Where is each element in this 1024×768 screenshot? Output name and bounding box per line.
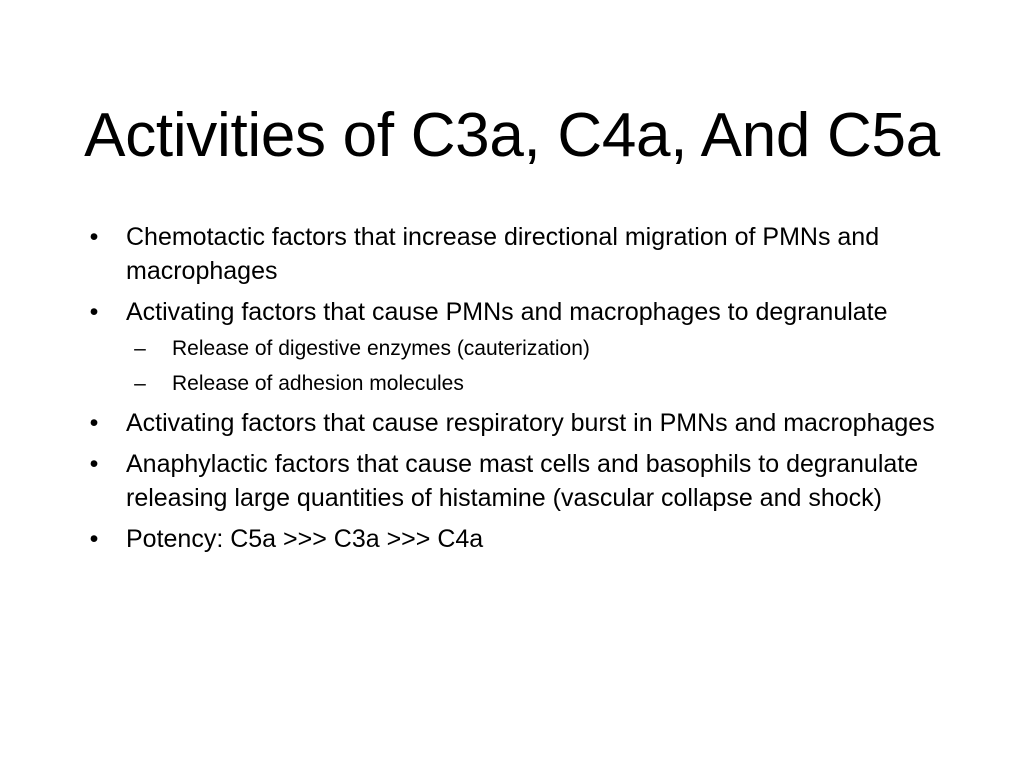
sub-bullet-item [84,369,964,399]
bullet-list [84,220,964,563]
sub-bullet-item [84,334,964,364]
bullet-item [84,220,964,288]
bullet-text: Activating factors that cause PMNs and macrophages to degranulate [126,298,888,326]
bullet-text: Potency: C5a >>> C3a >>> C4a [126,525,484,553]
sub-bullet-marker: – [134,372,146,395]
bullet-text: Anaphylactic factors that cause mast cells and basophils to degranulate releasing large quantities of histamine (vascular collapse and shock) [126,450,919,512]
bullet-item [84,447,964,515]
bullet-item [84,522,964,556]
bullet-marker: • [89,450,99,478]
sub-bullet-text: Release of digestive enzymes (cauterization) [172,337,590,360]
bullet-marker: • [89,298,99,326]
bullet-text: Activating factors that cause respiratory burst in PMNs and macrophages [126,409,935,437]
bullet-item [84,406,964,440]
sub-bullet-text: Release of adhesion molecules [172,372,464,395]
slide-title: Activities of C3a, C4a, And C5a [84,101,940,170]
bullet-text: Chemotactic factors that increase directional migration of PMNs and macrophages [126,223,880,285]
bullet-marker: • [89,525,99,553]
bullet-item [84,295,964,329]
bullet-marker: • [89,409,99,437]
bullet-marker: • [89,223,99,251]
sub-bullet-marker: – [134,337,146,360]
